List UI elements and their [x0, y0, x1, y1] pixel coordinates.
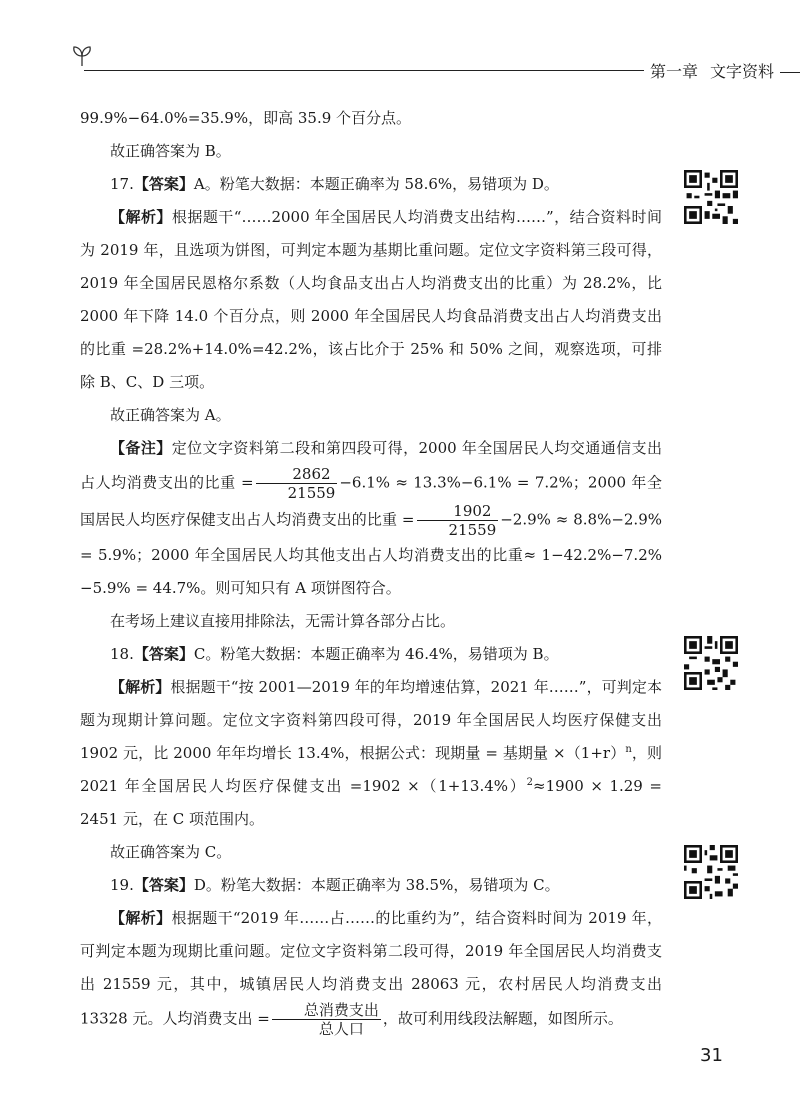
q17-answer-text: A。粉笔大数据：本题正确率为 58.6%，易错项为 D。 [193, 175, 559, 193]
fraction-medical [417, 502, 499, 539]
q17-final-answer: 故正确答案为 A。 [110, 406, 231, 424]
qr-code-icon[interactable] [684, 845, 738, 899]
fraction-numerator: 总消费支出 [272, 1001, 381, 1020]
note-paragraph [80, 432, 662, 605]
analysis-tag: 【解析】 [110, 678, 171, 696]
fraction-numerator: 1902 [417, 502, 499, 521]
page-number: 31 [700, 1045, 723, 1066]
exam-tip: 在考场上建议直接用排除法，无需计算各部分占比。 [110, 612, 456, 630]
q19-analysis-text-2: ，故可利用线段法解题，如图所示。 [382, 1009, 623, 1028]
note-text-1: 定位文字资料第二段和第四段可得，2000 年全国居民人均交通通信支出占人均消费支出的比重 = [80, 439, 662, 492]
answer-tag: 【答案】 [133, 175, 194, 193]
answer-tag: 【答案】 [133, 645, 194, 663]
fraction-transport [256, 465, 338, 502]
q18-analysis-text-2: ，则 2021 年全国居民人均医疗保健支出 =1902 ×（1+13.4%） [80, 744, 662, 795]
exponent-n: n [625, 744, 632, 755]
analysis-tag: 【解析】 [110, 909, 172, 927]
q17-analysis-text: 根据题干“……2000 年全国居民人均消费支出结构……”，结合资料时间为 2019 年，且选项为饼图，可判定本题为基期比重问题。定位文字资料第三段可得，2019 年全国居民恩格尔系数（人均食品支出占人均消费支出的比重）为 28.2%，比 2000 年下降 14.0 个百分点，则 2000 年全国居民人均食品消费支出占人均消费支出的比重 =28.2%+14.0%=42.2%，该占比介于 25% 和 50% 之间，观察选项，可排除 B、C、D 三项。 [80, 208, 662, 391]
fraction-per-capita [272, 1001, 381, 1038]
q17-answer-line [80, 168, 662, 201]
q17-analysis [80, 201, 662, 399]
note-tag: 【备注】 [110, 439, 172, 457]
q19-analysis-text-1: 根据题干“2019 年……占……的比重约为”，结合资料时间为 2019 年，可判定本题为现期比重问题。定位文字资料第二段可得，2019 年全国居民人均消费支出 21559 元，其中，城镇居民人均消费支出 28063 元，农村居民人均消费支出 13328 元。人均消费支出 = [80, 909, 662, 1028]
fraction-denominator: 总人口 [318, 1020, 364, 1038]
q18-analysis-text-1: 根据题干“按 2001—2019 年的年均增速估算，2021 年……”，可判定本题为现期计算问题。定位文字资料第四段可得，2019 年全国居民人均医疗保健支出 1902 元，比 2000 年年均增长 13.4%，根据公式：现期量 = 基期量 ×（1+r） [80, 678, 662, 762]
fraction-numerator: 2862 [256, 465, 338, 484]
q17-number: 17. [110, 175, 134, 193]
analysis-tag: 【解析】 [110, 208, 172, 226]
exponent-2: 2 [526, 777, 533, 788]
paragraph-calc: 99.9%−64.0%=35.9%，即高 35.9 个百分点。 [80, 109, 412, 127]
qr-code-icon[interactable] [684, 636, 738, 690]
fraction-denominator: 21559 [448, 521, 497, 539]
page-header [70, 40, 775, 81]
header-title [650, 59, 800, 82]
section-label: 文字资料 [710, 62, 775, 81]
q18-final-answer: 故正确答案为 C。 [110, 843, 232, 861]
leaf-sprout-icon [70, 44, 94, 68]
q18-number: 18. [110, 645, 134, 663]
qr-code-icon[interactable] [684, 170, 738, 224]
chapter-label: 第一章 [650, 62, 699, 81]
q19-analysis [80, 902, 662, 1038]
q18-answer-line [80, 638, 662, 671]
q18-analysis-text-3: ≈1900 × 1.29 = 2451 元，在 C 项范围内。 [80, 777, 662, 828]
page-body [80, 102, 662, 1038]
header-rule [84, 70, 644, 71]
answer-tag: 【答案】 [133, 876, 194, 894]
q19-answer-line [80, 869, 662, 902]
answer-line-16: 故正确答案为 B。 [110, 142, 231, 160]
q19-number: 19. [110, 876, 134, 894]
q19-answer-text: D。粉笔大数据：本题正确率为 38.5%，易错项为 C。 [193, 876, 560, 894]
q18-analysis [80, 671, 662, 836]
note-text-3: −2.9% ≈ 8.8%−2.9% = 5.9%；2000 年全国居民人均其他支出占人均消费支出的比重≈ 1−42.2%−7.2%−5.9% = 44.7%。则可知只有 A 项饼图符合。 [80, 510, 662, 597]
note-text-2: −6.1% ≈ 13.3%−6.1% = 7.2%；2000 年全国居民人均医疗保健支出占人均消费支出的比重 = [80, 473, 663, 529]
fraction-denominator: 21559 [287, 484, 336, 502]
header-tail-rule [780, 72, 800, 73]
q18-answer-text: C。粉笔大数据：本题正确率为 46.4%，易错项为 B。 [193, 645, 559, 663]
